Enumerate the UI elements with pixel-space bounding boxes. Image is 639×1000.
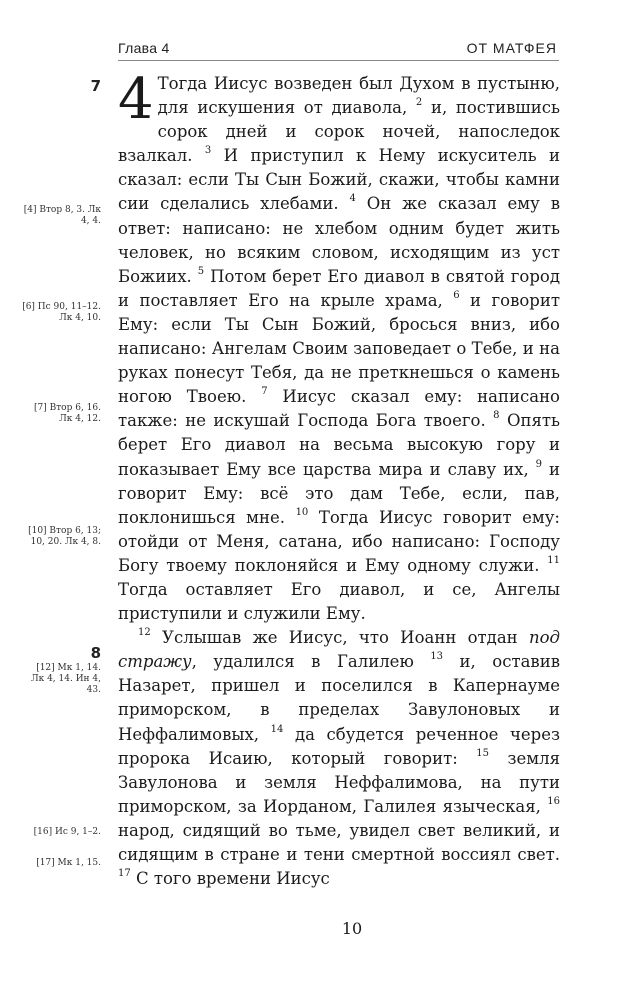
verse-number: 15 — [476, 747, 490, 759]
verse-number: 13 — [430, 651, 444, 663]
verse-text: Потом берет Его диавол в святой город и поставляет Его на крыле храма, — [118, 266, 561, 310]
margin-note: [12] Мк 1, 14. Лк 4, 14. Ин 4, 43. — [31, 663, 101, 695]
section-number: 8 — [90, 644, 101, 662]
section-number: 7 — [90, 77, 101, 95]
verse-text: и говорит Ему: всё это дам Тебе, если, пав, поклонишься мне. — [118, 459, 560, 527]
margin-note: [17] Мк 1, 15. — [36, 858, 101, 868]
verse-number: 11 — [547, 554, 560, 566]
verse-number: 14 — [270, 723, 284, 735]
verse-number: 12 — [138, 627, 151, 639]
verse-text: и, постившись сорок дней и сорок ночей, напоследок взалкал. — [118, 98, 560, 166]
verse-number: 5 — [197, 265, 205, 277]
verse-text: Тогда Иисус говорит ему: отойди от Меня, сатана, ибо написано: Господу Богу твоему поклоняйся и Ему одному служи. — [118, 507, 560, 575]
verse-text: Иисус сказал ему: написано также: не искушай Господа Бога твоего. — [118, 387, 560, 431]
paragraph-2 — [118, 626, 560, 891]
margin-note: [10] Втор 6, 13; 10, 20. Лк 4, 8. — [28, 526, 101, 547]
italic-text: под стражу — [118, 628, 560, 672]
verse-number: 10 — [295, 506, 309, 518]
margin-note: [7] Втор 6, 16. Лк 4, 12. — [33, 403, 101, 424]
header-rule — [118, 60, 559, 61]
verse-text: Тогда оставляет Его диавол, и се, Ангелы приступили и служили Ему. — [118, 579, 560, 624]
verse-text: и говорит Ему: если Ты Сын Божий, бросься вниз, ибо написано: Ангелам Своим заповедает о Тебе, и на руках понесут Тебя, да не преткнешься о камень ногою Твоею. — [118, 290, 560, 407]
margin-note: [6] Пс 90, 11–12. Лк 4, 10. — [22, 302, 101, 323]
verse-text: Услышав же Иисус, что Иоанн отдан — [150, 628, 529, 648]
scripture-text — [118, 67, 561, 891]
verse-text: Он же сказал ему в ответ: написано: не хлебом одним будет жить человек, но всяким словом, исходящим из уст Божиих. — [118, 194, 561, 286]
verse-number: 3 — [204, 145, 212, 157]
verse-text: Тогда Иисус возведен был Духом в пустыню, для искушения от диавола, — [157, 74, 560, 118]
verse-text: и, оставив Назарет, пришел и поселился в Капернауме приморском, в пределах Завулоновых и Неффалимовых, — [118, 652, 560, 744]
verse-number: 7 — [261, 386, 268, 398]
running-head-book: ОТ МАТФЕЯ — [466, 40, 557, 56]
verse-number: 6 — [453, 289, 460, 301]
verse-number: 4 — [349, 193, 356, 205]
verse-text: С того времени Иисус — [130, 869, 330, 889]
margin-note: [4] Втор 8, 3. Лк 4, 4. — [23, 205, 101, 226]
verse-text: земля Завулонова и земля Неффалимова, на пути приморском, за Иорданом, Галилея языческая, — [118, 748, 561, 816]
verse-number: 2 — [415, 97, 423, 109]
page-number: 10 — [341, 919, 363, 938]
paragraph-1 — [118, 67, 561, 626]
chapter-dropcap: 4 — [118, 67, 154, 132]
running-head-chapter: Глава 4 — [118, 40, 170, 56]
verse-text: Опять берет Его диавол на весьма высокую гору и показывает Ему все царства мира и славу их, — [118, 411, 561, 479]
verse-text: И приступил к Нему искуситель и сказал: если Ты Сын Божий, скажи, чтобы камни сии сделались хлебами. — [118, 146, 560, 214]
margin-note: [16] Ис 9, 1–2. — [33, 827, 101, 837]
verse-number: 8 — [493, 410, 500, 422]
verse-text: народ, сидящий во тьме, увидел свет великий, и сидящим в стране и тени смертной воссиял свет. — [118, 820, 560, 864]
verse-number: 16 — [547, 795, 560, 807]
verse-number: 9 — [535, 458, 543, 470]
verse-text: да сбудется реченное через пророка Исаию, который говорит: — [118, 724, 560, 768]
verse-number: 17 — [118, 868, 131, 880]
verse-text: , удалился в Галилею — [191, 652, 431, 672]
